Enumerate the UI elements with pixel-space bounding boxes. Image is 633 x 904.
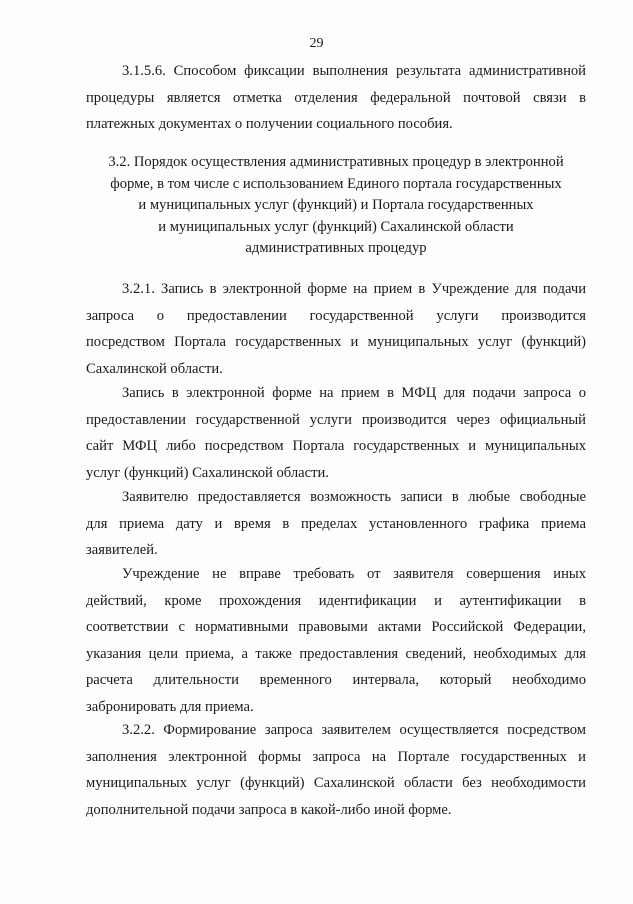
text-line: посредством Портала государственных и муниципальных услуг (функций): [86, 334, 586, 350]
text-line: муниципальных услуг (функций) Сахалинской области без необходимости: [86, 775, 586, 791]
text-line: Сахалинской области.: [86, 360, 223, 377]
paragraph-mfc: [86, 380, 586, 486]
text-line: расчета длительности временного интервала, который необходимо: [86, 672, 586, 688]
section-heading-3-2: [86, 152, 586, 260]
text-line: 3.1.5.6. Способом фиксации выполнения результата административной: [122, 63, 586, 79]
paragraph-3-2-1: [86, 276, 586, 382]
text-line: запроса о предоставлении государственной услуги производится: [86, 307, 586, 324]
text-line: 3.2.1. Запись в электронной форме на прием в Учреждение для подачи: [122, 281, 586, 297]
text-line: Заявителю предоставляется возможность записи в любые свободные: [122, 489, 586, 505]
text-line: услуг (функций) Сахалинской области.: [86, 464, 329, 481]
text-line: соответствии с нормативными правовыми актами Российской Федерации,: [86, 619, 586, 635]
text-line: платежных документах о получении социального пособия.: [86, 116, 453, 132]
heading-line: и муниципальных услуг (функций) Сахалинской области: [158, 218, 514, 235]
heading-line: и муниципальных услуг (функций) и Портала государственных: [138, 197, 534, 213]
text-line: Запись в электронной форме на прием в МФЦ для подачи запроса о: [122, 385, 586, 401]
heading-line: административных процедур: [245, 240, 427, 256]
paragraph-3-1-5-6: [86, 58, 586, 138]
heading-line: форме, в том числе с использованием Единого портала государственных: [110, 175, 562, 192]
text-line: Учреждение не вправе требовать от заявителя совершения иных: [122, 566, 586, 582]
text-line: указания цели приема, а также предоставления сведений, необходимых для: [86, 645, 586, 662]
paragraph-institution: [86, 561, 586, 720]
paragraph-3-2-2: [86, 717, 586, 823]
text-line: заявителей.: [86, 542, 158, 558]
text-line: 3.2.2. Формирование запроса заявителем осуществляется посредством: [122, 722, 586, 738]
text-line: забронировать для приема.: [86, 698, 254, 715]
text-line: для приема дату и время в пределах установленного графика приема: [86, 515, 586, 532]
text-line: заполнения электронной формы запроса на Портале государственных и: [86, 748, 586, 765]
text-line: предоставлении государственной услуги производится через официальный: [86, 411, 586, 428]
paragraph-applicant: [86, 484, 586, 564]
text-line: дополнительной подачи запроса в какой-либо иной форме.: [86, 801, 452, 818]
page-number: 29: [309, 36, 324, 51]
heading-line: 3.2. Порядок осуществления административных процедур в электронной: [108, 154, 564, 170]
text-line: процедуры является отметка отделения федеральной почтовой связи в: [86, 89, 586, 106]
text-line: сайт МФЦ либо посредством Портала государственных и муниципальных: [86, 438, 586, 454]
text-line: действий, кроме прохождения идентификации и аутентификации в: [86, 592, 586, 609]
